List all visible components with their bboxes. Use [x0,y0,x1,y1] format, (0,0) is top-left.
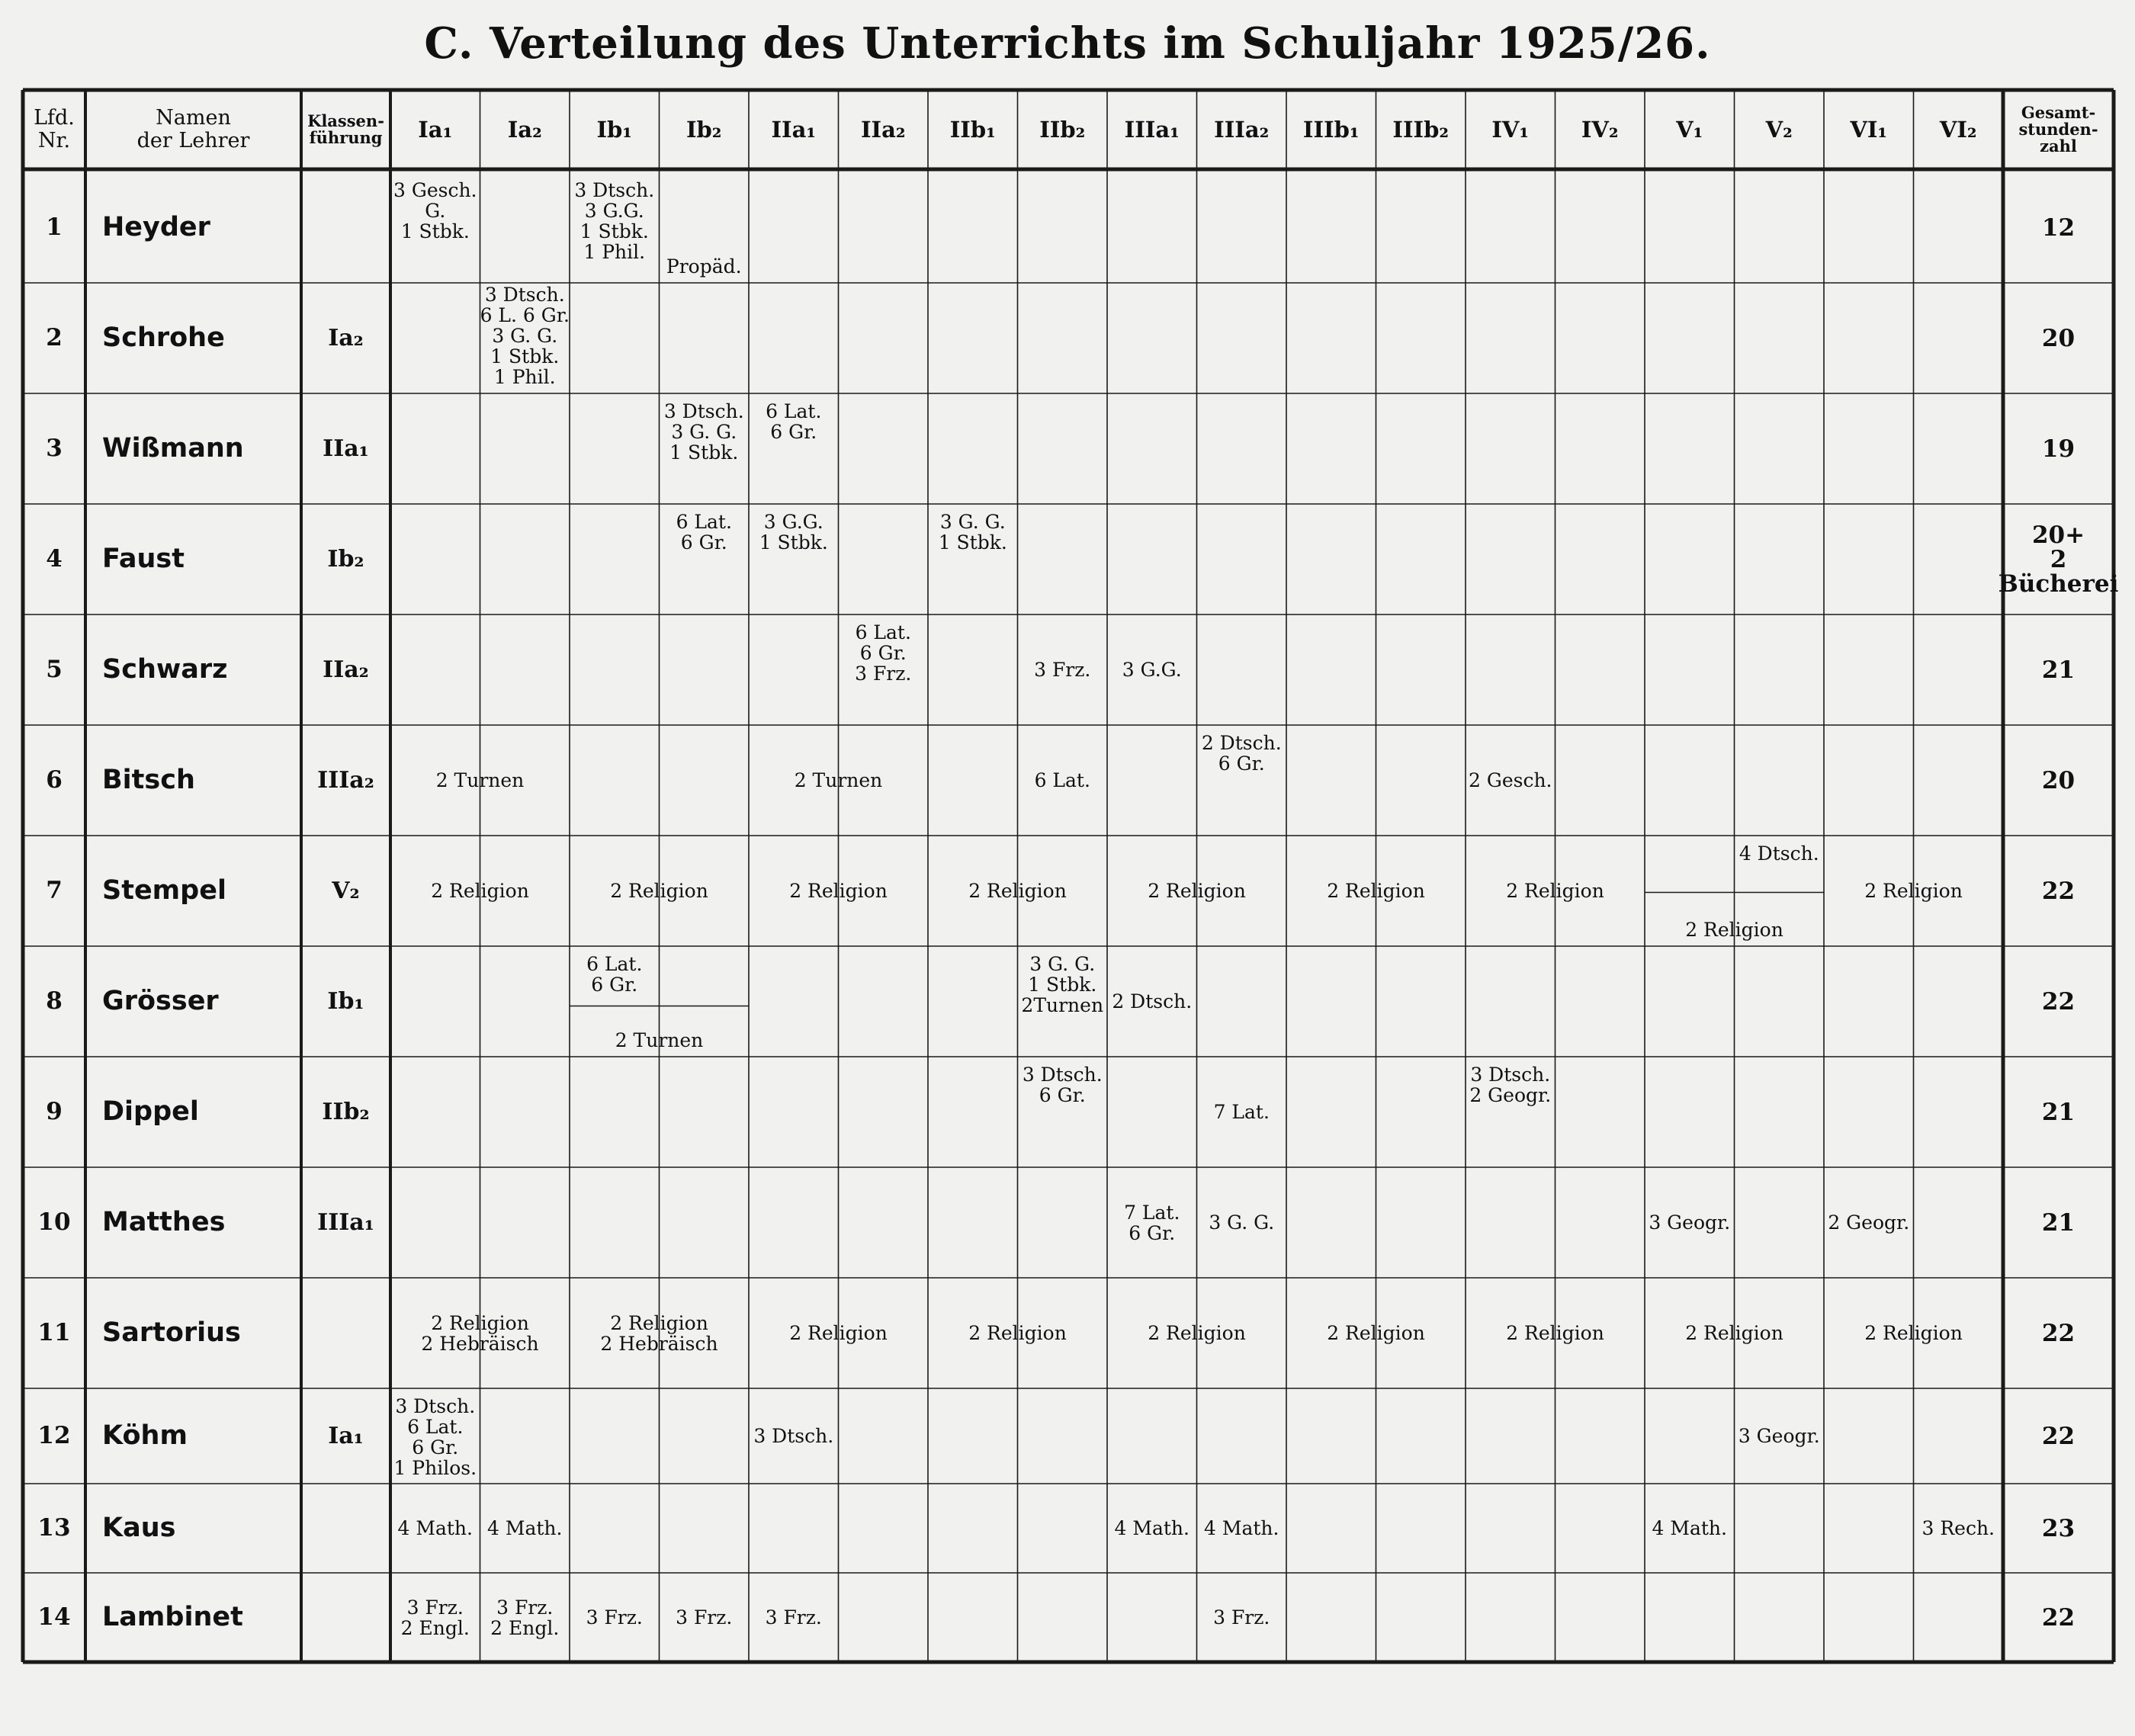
total-hours: 22 [2041,1603,2076,1632]
lesson-entry: 6 Lat. 6 Gr. [766,400,822,443]
lesson-entry: 6 Lat. 6 Gr. [676,511,732,554]
total-hours: 20 [2041,766,2076,794]
lesson-entry: 3 Frz. [765,1606,822,1629]
total-hours: 21 [2041,1208,2076,1237]
header-class: VI₁ [1850,116,1888,143]
lesson-entry: 3 Frz. [1034,659,1091,681]
lesson-entry: 2 Dtsch. 6 Gr. [1201,732,1282,775]
lesson-entry: 3 Rech. [1922,1517,1995,1539]
lesson-entry: 2 Geogr. [1828,1211,1910,1234]
class-lead: IIa₂ [323,656,369,683]
lesson-entry: 2 Religion 2 Hebräisch [421,1311,539,1355]
lesson-entry: 3 Dtsch. 6 Gr. [1022,1064,1103,1106]
row-number: 12 [37,1422,71,1449]
total-hours: 22 [2041,987,2076,1016]
lesson-entry: 4 Math. [397,1517,473,1539]
class-lead: Ib₁ [327,988,364,1015]
lesson-entry: 2 Religion [1685,1322,1783,1344]
teacher-name: Bitsch [102,765,195,795]
class-lead [301,1278,390,1388]
class-lead: IIIa₂ [317,767,374,794]
lesson-entry: 3 Gesch. G. 1 Stbk. [393,179,477,242]
lesson-entry: 2 Religion [789,880,888,902]
lesson-entry: 3 Geogr. [1649,1211,1731,1234]
row-number: 1 [46,213,63,241]
lesson-entry: 4 Math. [1114,1517,1190,1539]
teacher-name: Schrohe [102,322,225,353]
lesson-entry: 7 Lat. 6 Gr. [1124,1201,1180,1244]
lesson-entry: 6 Lat. 6 Gr. [586,953,643,996]
row-number: 5 [46,656,63,683]
lesson-entry: 2 Religion [1864,1322,1963,1344]
lesson-entry: 2 Religion [1327,880,1425,902]
lesson-entry: 2 Gesch. [1469,769,1552,791]
row-number: 8 [46,987,63,1015]
teacher-name: Wißmann [102,433,244,464]
header-class: Ia₂ [507,116,542,143]
header-class: IIIb₂ [1392,116,1450,143]
header-name: Namen der Lehrer [136,106,250,152]
lesson-entry: Propäd. [666,255,742,278]
lesson-entry: 2 Religion [1506,880,1604,902]
class-lead: IIIa₁ [317,1209,374,1236]
teacher-name: Köhm [102,1420,188,1451]
header-class: IIa₂ [860,116,906,143]
row-number: 9 [46,1098,63,1125]
header-class: VI₂ [1939,116,1977,143]
header-class: V₂ [1765,116,1793,143]
teacher-name: Stempel [102,875,226,906]
lesson-entry: 3 Dtsch. [753,1425,834,1447]
total-hours: 21 [2041,1098,2076,1126]
lesson-entry: 4 Math. [1204,1517,1279,1539]
row-number: 4 [46,545,63,573]
row-number: 11 [37,1319,71,1346]
lesson-entry: 3 Dtsch. 2 Geogr. [1469,1064,1552,1106]
lesson-entry: 2 Religion [968,880,1067,902]
lesson-entry: 3 G. G. 1 Stbk. 2Turnen [1021,953,1104,1016]
row-number: 6 [46,766,63,794]
lesson-entry: 2 Religion [968,1322,1067,1344]
lesson-entry: 2 Religion 2 Hebräisch [600,1311,718,1355]
lesson-entry: 3 G.G. [1122,659,1182,681]
row-number: 2 [46,324,63,351]
lesson-entry: 4 Math. [1652,1517,1727,1539]
lesson-entry: 3 Frz. [1213,1606,1270,1629]
header-klassenfuehrung: Klassen- führung [307,111,384,147]
total-hours: 22 [2041,1319,2076,1347]
lesson-entry: 3 Dtsch. 3 G.G. 1 Stbk. 1 Phil. [574,179,655,263]
teacher-name: Faust [102,544,185,574]
total-hours: 19 [2041,435,2076,463]
header-class: Ib₂ [685,116,722,143]
teacher-name: Grösser [102,986,219,1016]
lesson-entry: 3 G.G. 1 Stbk. [759,511,828,554]
teacher-name: Matthes [102,1207,226,1237]
lesson-entry: 2 Turnen [615,1029,704,1051]
header-class: IIIa₁ [1124,116,1180,143]
lesson-entry: 4 Dtsch. [1738,842,1819,865]
page-title: C. Verteilung des Unterrichts im Schuljahr 1925/26. [424,18,1711,69]
row-number: 10 [37,1208,71,1236]
class-lead: V₂ [332,878,360,904]
lesson-entry: 6 Lat. [1034,769,1090,791]
class-lead: Ia₁ [328,1423,364,1449]
lesson-entry: 2 Religion [1506,1322,1604,1344]
lesson-entry: 2 Religion [610,880,708,902]
header-total: Gesamt- stunden- zahl [2018,103,2098,156]
teacher-name: Kaus [102,1513,176,1543]
total-hours: 23 [2041,1514,2076,1542]
header-class: IIIb₁ [1302,116,1360,143]
lesson-entry: 6 Lat. 6 Gr. 3 Frz. [855,621,912,685]
total-hours: 20 [2041,324,2076,352]
lesson-entry: 3 Dtsch. 3 G. G. 1 Stbk. [663,400,744,464]
row-number: 14 [37,1603,71,1631]
lesson-entry: 2 Religion [431,880,529,902]
lesson-entry: 2 Religion [1148,1322,1246,1344]
row-number: 3 [46,435,63,462]
total-hours: 22 [2041,877,2076,905]
lesson-entry: 3 Geogr. [1738,1425,1820,1447]
class-lead: Ib₂ [327,546,364,573]
header-class: IIb₂ [1039,116,1086,143]
teacher-name: Dippel [102,1096,199,1127]
header-nr: Lfd. Nr. [34,106,75,152]
class-lead [301,172,390,283]
lesson-entry: 2 Religion [1685,919,1783,941]
lesson-entry: 3 Frz. 2 Engl. [490,1596,560,1639]
header-class: IIIa₂ [1214,116,1270,143]
teacher-name: Schwarz [102,654,228,685]
lesson-entry: 2 Religion [1327,1322,1425,1344]
header-class: IV₁ [1491,116,1530,143]
header-class: Ib₁ [596,116,633,143]
class-lead: IIa₁ [323,435,369,462]
total-hours: 22 [2041,1422,2076,1450]
lesson-entry: 2 Religion [789,1322,888,1344]
lesson-entry: 3 Frz. 2 Engl. [400,1596,470,1639]
header-class: IIa₁ [771,116,817,143]
lesson-entry: 7 Lat. [1213,1101,1270,1123]
class-lead [301,1484,390,1573]
total-hours: 12 [2041,213,2076,242]
lesson-entry: 2 Turnen [435,769,525,791]
lesson-entry: 2 Turnen [794,769,883,791]
teacher-name: Sartorius [102,1317,241,1348]
lesson-entry: 3 G. G. 1 Stbk. [938,511,1007,554]
header-class: IV₂ [1581,116,1619,143]
lesson-entry: 3 Dtsch. 6 L. 6 Gr. 3 G. G. 1 Stbk. 1 Phil. [480,284,570,388]
class-lead [301,1573,390,1662]
lesson-entry: 2 Religion [1864,880,1963,902]
teacher-name: Heyder [102,212,210,242]
lesson-entry: 3 G. G. [1209,1211,1275,1234]
header-class: Ia₁ [418,116,453,143]
teacher-name: Lambinet [102,1602,243,1632]
lesson-entry: 2 Dtsch. [1112,990,1193,1012]
lesson-entry: 3 Dtsch. 6 Lat. 6 Gr. 1 Philos. [393,1395,477,1479]
total-hours: 21 [2041,656,2076,684]
lesson-entry: 3 Frz. [586,1606,643,1629]
header-class: IIb₁ [949,116,996,143]
lesson-entry: 2 Religion [1148,880,1246,902]
total-hours: 20+ 2 Bücherei [1998,521,2119,598]
header-class: V₁ [1676,116,1703,143]
row-number: 7 [46,877,63,904]
lesson-entry: 3 Frz. [676,1606,733,1629]
class-lead: IIb₂ [322,1099,370,1125]
row-number: 13 [37,1514,71,1542]
lesson-entry: 4 Math. [487,1517,563,1539]
class-lead: Ia₂ [328,325,364,351]
